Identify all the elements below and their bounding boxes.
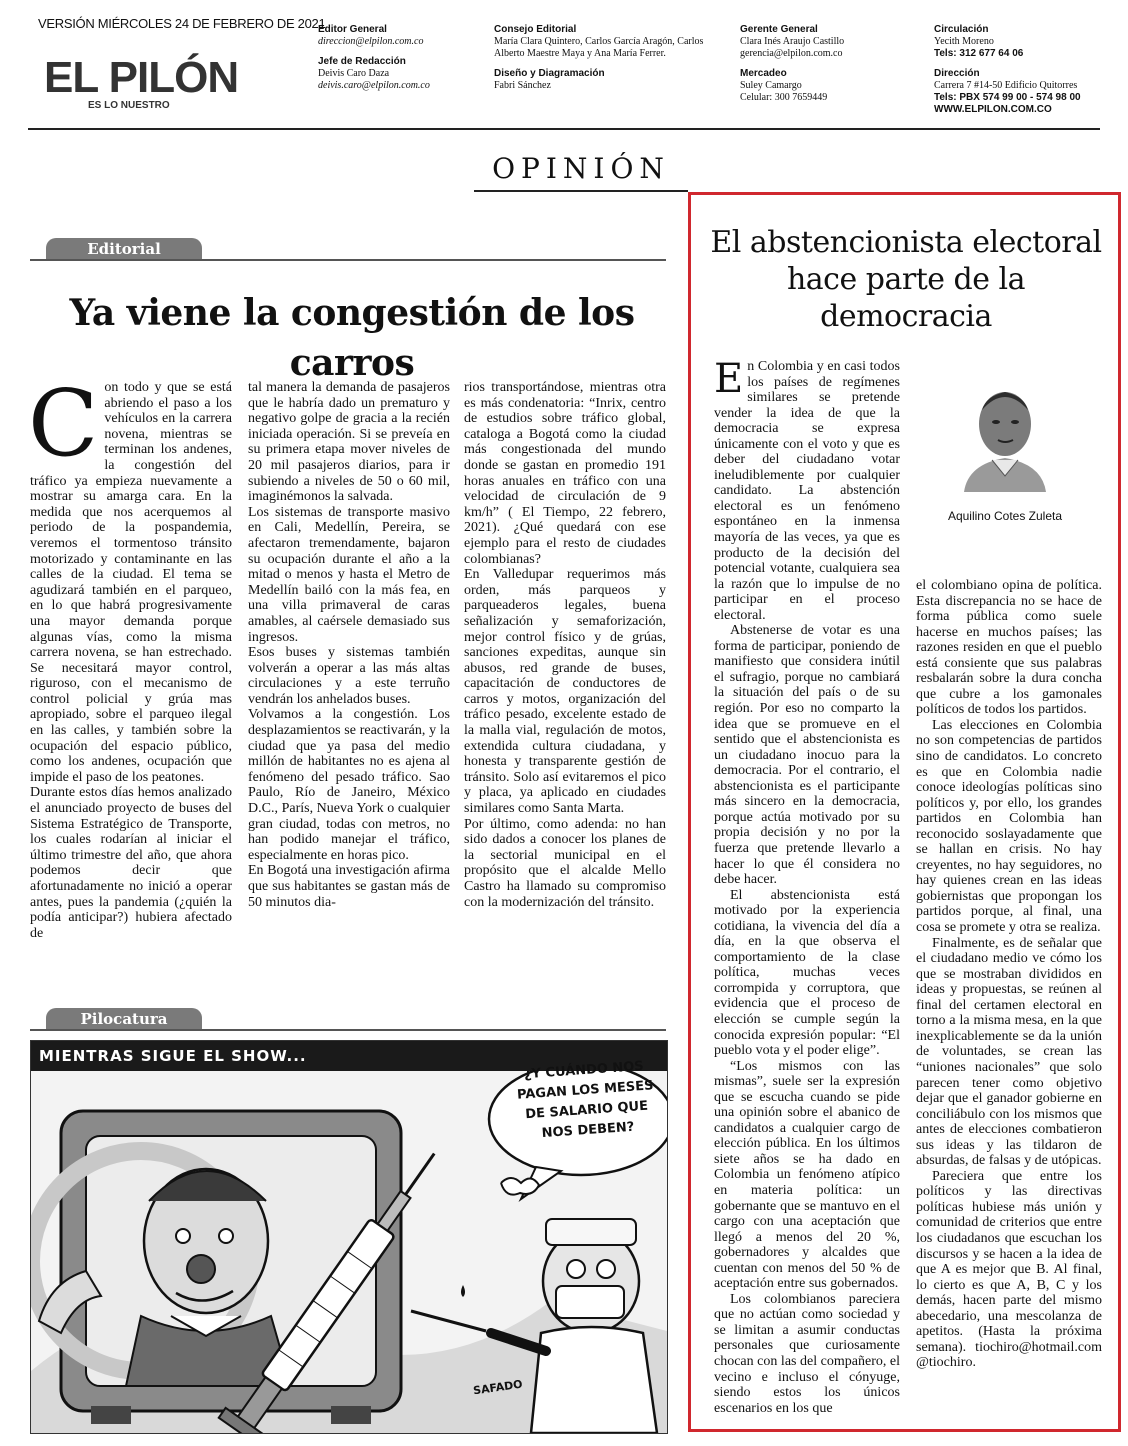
mercadeo-phone: Celular: 300 7659449 <box>740 92 828 103</box>
staff-block-editor <box>318 24 478 92</box>
editorial-paragraph: Los sistemas de transporte masivo en Cali, Medellín, Pereira, se afectaron tremendamente, bajaron su ocupación durante el año a la mitad o menos y hasta el Metro de Medellín bailó con la más fea, en una villa primaveral de caras amables, al caérsele demasiado sus ingresos. <box>248 504 450 645</box>
editorial-paragraph: Durante estos días hemos analizado el anunciado proyecto de buses del Sistema Estratégico de Transporte, los cuales rodarían al iniciar el último trimestre del año, que ahora podemos decir que afortunadamente no inició a operar antes, pues la pandemia (¿quién la podía anticipar?) hubiera afectado de <box>30 785 232 941</box>
cartoon-tab-rule <box>30 1029 666 1031</box>
cartoon-banner-text: MIENTRAS SIGUE EL SHOW... <box>39 1047 307 1065</box>
editorial-paragraph: on todo y que se está abriendo el paso a los vehículos en la carrera novena, mientras se terminan los andenes, la congestión del tráfico ya empieza nuevamente a mostrar su amarga cara. En la medida que nos acerquemos al periodo de la pospandemia, veremos el tormentoso tránsito motorizado y contaminante en las calles de la ciudad. El tema se agudizará también en el parqueo, en lo que habrá progresivamente una mayor demanda porque algunas vías, como la misma carrera novena, se han estrechado. Se necesitará mayor control, riguroso, con el mecanismo de control policial y grúa mas apropiado, sobre el parqueo ilegal en las calles, y también sobre la ocupación del espacio público, como los andenes, ocupación que impide el paso de los peatones. <box>30 380 232 785</box>
editorial-paragraph: En Bogotá una investigación afirma que sus habitantes se gastan más de 50 minutos dia- <box>248 863 450 910</box>
gerente-name: Clara Inés Araujo Castillo <box>740 36 845 47</box>
gerente-email: gerencia@elpilon.com.co <box>740 48 843 59</box>
opinion-paragraph: El abstencionista está motivado por la experiencia cotidiana, la vivencia del día a día, en la que observa el comportamiento de la clase política, muchas veces corrompida y corruptora, que evidencia que el proceso de elección se cumple según la conocida expresión popular: “El pueblo vota y el poder elige”. <box>714 887 900 1059</box>
circulacion-phone: Tels: 312 677 64 06 <box>934 48 1024 59</box>
opinion-paragraph: Finalmente, es de señalar que el ciudadano medio ve cómo los que se mostraban divididos en ideas y propuestas, se reúnen al final del certamen electoral en torno a la misma mesa, en la que inexplicablemente se da la unión de voluntades, se crean las “uniones nacionales” que solo parecen tener como objetivo dejar que el ganador gobierne en conciliábulo con los mismos que antes de elecciones combatieron sus ideas y las tildaron de absurdas, de falsas y de utópicas. <box>916 935 1102 1169</box>
author-name: Aquilino Cotes Zuleta <box>947 509 1063 523</box>
editorial-paragraph: Por último, como adenda: no han sido dados a conocer los planes de la sectorial municipal en el propósito que el alcalde Mello Castro ha llamado su compromiso con la modernización del tránsito. <box>464 816 666 910</box>
editorial-tab-rule <box>30 259 666 261</box>
editorial-paragraph: En Valledupar requerimos más orden, más parqueos y parqueaderos legales, buena señalización y semaforización, mejor control físico y de grúas, sanciones expeditas, aunque sin abusos, red grande de buses, capacitación de conductores de carros y motos, organización del tráfico pesado, excelente estado de la malla vial, regulación de motos, extendida cultura ciudadana, y honesta y transparente gestión de tránsito. Solo así evitaremos el pico y placa, ya aplicado en ciudades similares como Santa Marta. <box>464 567 666 817</box>
jefe-label: Jefe de Redacción <box>318 56 406 67</box>
opinion-column-1 <box>714 356 900 1416</box>
masthead-rule <box>28 128 1100 130</box>
diseno-name: Fabri Sánchez <box>494 80 551 91</box>
editorial-paragraph: rios transportándose, mientras otra es más condenatoria: “Inrix, centro de estudios sobre tráfico global, cataloga a Bogotá como la ciudad más congestionada del mundo donde se gastan en promedio 191 horas anuales en tráfico con una velocidad de circulación de 9 km/h” ( El Tiempo, 22 febrero, 2021). ¿Qué quedará con ese ejemplo para el resto de ciudades colombianas? <box>464 380 666 567</box>
cartoonist-signature: SAFADO <box>472 1377 524 1398</box>
staff-block-gerente <box>740 24 910 104</box>
gerente-label: Gerente General <box>740 24 818 35</box>
editorial-paragraph: Volvamos a la congestión. Los desplazamientos se reactivarán, y la ciudad que ya pasa del medio millón de habitantes no es ajena al fenómeno del pesado tráfico. Sao Paulo, Río de Janeiro, México D.C., París, Nueva York o cualquier gran ciudad, todas con metros, no han podido manejar el tráfico, especialmente en horas pico. <box>248 707 450 863</box>
opinion-paragraph: “Los mismos con las mismas”, suele ser la expresión que se escucha cuando se pide una opinión sobre el abanico de candidatos a cualquier cargo de elección pública. En los últimos siete años se ha dado en Colombia un fenómeno atípico en materia política: un gobernante que se mantuvo en el cargo con una aceptación que llegó a menos del 20 %, gobernadores y alcaldes que cuentan con menos del 50 % de aceptación entre sus gobernados. <box>714 1058 900 1292</box>
staff-block-consejo <box>494 24 714 92</box>
author-portrait <box>958 376 1052 492</box>
editorial-tab: Editorial <box>46 238 202 260</box>
newspaper-logo: EL PILÓN <box>44 53 239 102</box>
opinion-paragraph: Los colombianos pareciera que no actúan como sociedad y se limitan a asumir conductas personales que curiosamente chocan con las del compañero, el vecino e incluso el cónyuge, siendo estos los únicos escenarios en los que <box>714 1291 900 1416</box>
consejo-names: María Clara Quintero, Carlos García Aragón, Carlos Alberto Maestre Maya y Ana María Ferrer. <box>494 36 704 59</box>
opinion-dropcap: E <box>714 356 744 402</box>
editorial-dropcap: C <box>28 370 99 477</box>
editorial-headline: Ya viene la congestión de los carros <box>69 292 635 384</box>
circulacion-name: Yecith Moreno <box>934 36 994 47</box>
opinion-paragraph: Pareciera que entre los políticos y las directivas políticas hubiese más unión y comunidad de criterios que entre los ciudadanos que escuchan los discursos y se hacen a la idea de que A es mejor que B. Al final, lo cierto es que A, B, C y los demás, hacen parte del mismo abecedario, una mescolanza de apetitos. (Hasta la próxima semana). tiochiro@hotmail.com @tiochiro. <box>916 1168 1102 1371</box>
cartoon-illustration <box>30 1040 668 1434</box>
newspaper-slogan: ES LO NUESTRO <box>88 100 170 111</box>
mercadeo-name: Suley Camargo <box>740 80 802 91</box>
mercadeo-label: Mercadeo <box>740 68 787 79</box>
opinion-paragraph: el colombiano opina de política. Esta discrepancia no se hace de forma pública como suele hacerse en muchos países; las razones residen en que el pueblo está consiente que sus palabras resbalarán sobre la dura concha que cubre a los gamonales políticos de todos los partidos. <box>916 578 1102 718</box>
opinion-headline: El abstencionista electoral hace parte de la democracia <box>710 225 1102 334</box>
diseno-label: Diseño y Diagramación <box>494 68 605 79</box>
section-title-rule <box>474 190 688 192</box>
editorial-column-1 <box>28 370 232 941</box>
opinion-paragraph: n Colombia y en casi todos los países de regímenes similares se pretende vender la idea de que la democracia se expresa únicamente con el voto y que es deber del ciudadano votar ineludiblemente por cualquier candidato. La abstención electoral es un fenómeno espontáneo en la inmensa mayoría de las veces, ya que es producto de la decisión del potencial votante, cualquiera sea la razón que lo impulse de no participar en el proceso electoral. <box>714 359 900 623</box>
editorial-column-3 <box>464 380 666 910</box>
direccion-phone: Tels: PBX 574 99 00 - 574 98 00 <box>934 92 1081 103</box>
edition-date: VERSIÓN MIÉRCOLES 24 DE FEBRERO DE 2021 <box>38 16 326 31</box>
cartoon-speech-bubble: ¿Y CUÁNDO NOS PAGAN LOS MESES DE SALARIO QUE NOS DEBEN? <box>516 1058 654 1142</box>
jefe-email: deivis.caro@elpilon.com.co <box>318 80 430 91</box>
editor-label: Editor General <box>318 24 387 35</box>
circulacion-label: Circulación <box>934 24 989 35</box>
cartoon-tab: Pilocatura <box>46 1008 202 1030</box>
direccion-label: Dirección <box>934 68 980 79</box>
editorial-paragraph: tal manera la demanda de pasajeros que le habría dado un prematuro y negativo golpe de gracia a la recién iniciada operación. Si se preveía en su primera etapa mover niveles de 20 mil pasajeros diarios, para ir subiendo a niveles de 50 o 60 mil, imaginémonos la salvada. <box>248 380 450 505</box>
editorial-paragraph: Esos buses y sistemas también volverán a operar a las más altas circulaciones y a este terruño vendrán los anhelados buses. <box>248 645 450 707</box>
opinion-paragraph: Abstenerse de votar es una forma de participar, poniendo de manifiesto que considera inútil el sufragio, porque no cambiará la situación del país o de su región. Por eso no comparto la idea que se promueve en el sentido que el abstencionista es un ciudadano inocuo para la democracia. Por el contrario, el abstencionista es el participante más sincero en la democracia, porque actúa motivado por su propia decisión y no por la fuerza que pretende llevarlo a hacer lo que él considera no debe hacer. <box>714 623 900 888</box>
staff-block-circulacion <box>934 24 1114 116</box>
editorial-column-2 <box>248 380 450 910</box>
opinion-paragraph: Las elecciones en Colombia no son competencias de partidos sino de candidatos. Lo concreto es que en Colombia nadie conoce ideologías políticas sino políticos y, por ello, los grandes partidos en Colombia han reconocido soslayadamente que se hallan en crisis. No hay creyentes, no hay seguidores, no hay quienes crean en las ideas gobiernistas que propongan los partidos porque, al final, una cosa se promete y otra se realiza. <box>916 717 1102 936</box>
section-title: OPINIÓN <box>492 152 670 185</box>
consejo-label: Consejo Editorial <box>494 24 577 35</box>
editor-email: direccion@elpilon.com.co <box>318 36 424 47</box>
direccion-address: Carrera 7 #14-50 Edificio Quitorres <box>934 80 1078 91</box>
website-link[interactable]: WWW.ELPILON.COM.CO <box>934 104 1052 115</box>
jefe-name: Deivis Caro Daza <box>318 68 390 79</box>
opinion-column-2 <box>916 578 1102 1371</box>
